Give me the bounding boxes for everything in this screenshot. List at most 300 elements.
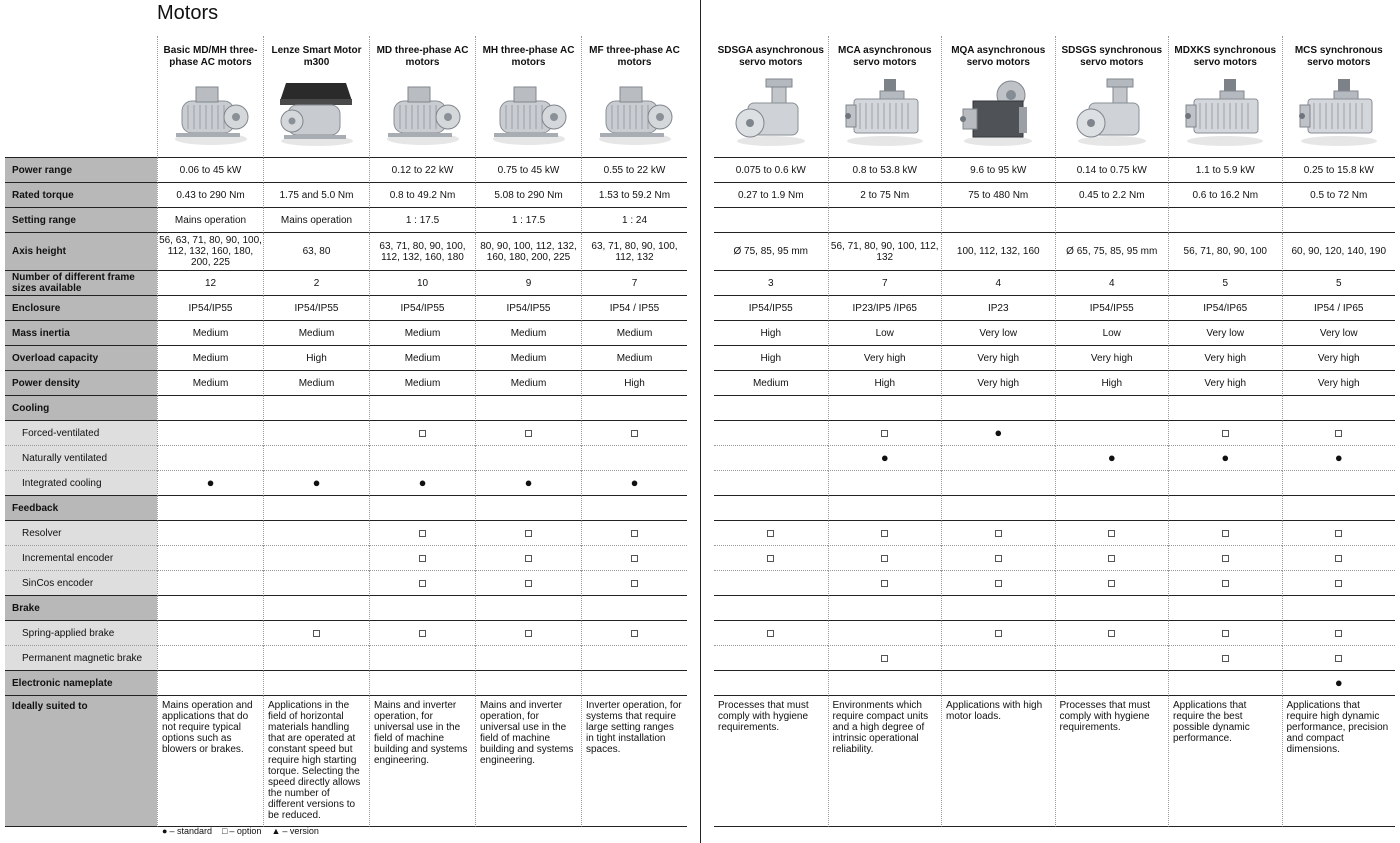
legend-option (222, 826, 261, 836)
table-cell (828, 571, 942, 596)
table-cell: IP23/IP5 /IP65 (828, 296, 942, 321)
table-cell (714, 421, 828, 446)
motor-photo (166, 75, 256, 149)
table-cell (475, 596, 581, 621)
motor-column-header (1055, 36, 1169, 158)
table-cell: 0.06 to 45 kW (157, 158, 263, 183)
table-cell: Very high (941, 371, 1055, 396)
table-cell: Applications that require high dynamic performance, precision and compact dimensions. (1282, 696, 1396, 827)
table-cell: Medium (475, 321, 581, 346)
table-cell (581, 546, 687, 571)
table-cell: 0.14 to 0.75 kW (1055, 158, 1169, 183)
option-box-icon (419, 630, 426, 637)
table-cell (157, 421, 263, 446)
table-cell (475, 546, 581, 571)
option-box-icon (1108, 530, 1115, 537)
motor-column-header (475, 36, 581, 158)
table-cell: IP54/IP55 (157, 296, 263, 321)
table-cell (581, 421, 687, 446)
option-box-icon (1222, 530, 1229, 537)
table-cell: 56, 71, 80, 90, 100, 112, 132 (828, 233, 942, 271)
table-cell (263, 158, 369, 183)
table-cell (1168, 646, 1282, 671)
table-cell: Very high (1168, 371, 1282, 396)
row-label: Rated torque (5, 183, 157, 208)
motor-name: MD three-phase AC motors (376, 45, 469, 68)
table-cell: Very high (1055, 346, 1169, 371)
option-box-icon (419, 555, 426, 562)
table-cell (941, 546, 1055, 571)
table-cell (581, 521, 687, 546)
table-cell: Mains and inverter operation, for universal use in the field of machine building and systems engineering. (369, 696, 475, 827)
option-box-icon (1335, 530, 1342, 537)
table-cell (263, 596, 369, 621)
table-cell (1055, 671, 1169, 696)
motor-photo (953, 75, 1043, 149)
row-label: Brake (5, 596, 157, 621)
table-cell: 7 (581, 271, 687, 296)
legend-version (271, 826, 318, 836)
table-cell: 1.1 to 5.9 kW (1168, 158, 1282, 183)
table-cell: Medium (263, 321, 369, 346)
table-cell (581, 671, 687, 696)
table-cell: High (263, 346, 369, 371)
table-cell (714, 546, 828, 571)
table-cell: IP54 / IP55 (581, 296, 687, 321)
table-cell: 80, 90, 100, 112, 132, 160, 180, 200, 225 (475, 233, 581, 271)
option-box-icon (881, 655, 888, 662)
table-cell: 0.27 to 1.9 Nm (714, 183, 828, 208)
option-box-icon (1222, 580, 1229, 587)
table-cell (1282, 446, 1396, 471)
table-cell (1055, 421, 1169, 446)
table-cell (941, 496, 1055, 521)
option-box-icon (995, 530, 1002, 537)
table-cell (828, 471, 942, 496)
table-cell (157, 496, 263, 521)
motor-name: MH three-phase AC motors (482, 45, 575, 68)
table-cell (369, 396, 475, 421)
table-cell (1168, 521, 1282, 546)
standard-dot-icon: ● (630, 475, 639, 490)
option-box-icon (419, 530, 426, 537)
table-corner (5, 36, 157, 158)
motor-photo (272, 75, 362, 149)
motor-name: SDSGA asynchronous servo motors (717, 45, 824, 68)
table-cell (714, 396, 828, 421)
table-cell (941, 396, 1055, 421)
motor-name: MCA asynchronous servo motors (837, 45, 932, 68)
row-label: Power density (5, 371, 157, 396)
table-cell (157, 646, 263, 671)
table-cell: Very high (828, 346, 942, 371)
table-cell (1282, 208, 1396, 233)
motor-column-header (1168, 36, 1282, 158)
table-cell (1282, 571, 1396, 596)
table-cell: 5.08 to 290 Nm (475, 183, 581, 208)
table-cell (941, 596, 1055, 621)
motor-name: SDSGS synchronous servo motors (1061, 45, 1163, 68)
option-box-icon (525, 580, 532, 587)
table-cell: IP54/IP55 (1055, 296, 1169, 321)
table-cell (714, 496, 828, 521)
table-cell: Mains operation and applications that do not require typical options such as blowers or brakes. (157, 696, 263, 827)
motor-photo (726, 75, 816, 149)
table-cell: High (714, 346, 828, 371)
table-cell: 1 : 17.5 (369, 208, 475, 233)
table-cell (828, 621, 942, 646)
table-cell: 5 (1168, 271, 1282, 296)
option-box-icon (525, 430, 532, 437)
table-cell (714, 596, 828, 621)
option-box-icon (525, 530, 532, 537)
row-label: Enclosure (5, 296, 157, 321)
table-cell (475, 496, 581, 521)
table-cell: Mains operation (157, 208, 263, 233)
table-cell: IP54/IP65 (1168, 296, 1282, 321)
table-cell (714, 446, 828, 471)
table-cell (714, 671, 828, 696)
motor-name: MF three-phase AC motors (589, 45, 680, 68)
table-cell (369, 496, 475, 521)
motor-photo (378, 75, 468, 149)
table-cell (369, 571, 475, 596)
table-cell (1055, 471, 1169, 496)
table-cell (1055, 546, 1169, 571)
option-box-icon (995, 555, 1002, 562)
motor-name: MDXKS synchronous servo motors (1174, 45, 1277, 68)
table-cell (941, 646, 1055, 671)
table-cell (714, 646, 828, 671)
table-cell (263, 421, 369, 446)
table-cell (1168, 546, 1282, 571)
motor-column-header (714, 36, 828, 158)
table-cell (1282, 671, 1396, 696)
table-cell: Medium (263, 371, 369, 396)
table-cell: Applications in the field of horizontal materials handling that are operated at constant speed but require high starting torque. Selecting the speed directly allows the number of different versions to be reduced. (263, 696, 369, 827)
right-comparison-table (714, 36, 1395, 827)
row-label: Number of different frame sizes available (5, 271, 157, 296)
table-cell (263, 471, 369, 496)
legend-standard (162, 826, 212, 836)
table-cell (714, 571, 828, 596)
table-cell: Ø 75, 85, 95 mm (714, 233, 828, 271)
table-cell (1168, 596, 1282, 621)
table-cell (581, 446, 687, 471)
table-cell: 0.55 to 22 kW (581, 158, 687, 183)
table-cell: Low (1055, 321, 1169, 346)
row-label: Resolver (5, 521, 157, 546)
table-cell: 63, 71, 80, 90, 100, 112, 132, 160, 180 (369, 233, 475, 271)
table-cell (1055, 621, 1169, 646)
table-cell (581, 471, 687, 496)
table-cell (1168, 208, 1282, 233)
table-cell (369, 521, 475, 546)
table-cell (475, 646, 581, 671)
table-cell: 9.6 to 95 kW (941, 158, 1055, 183)
table-cell (828, 671, 942, 696)
table-cell: 0.8 to 49.2 Nm (369, 183, 475, 208)
standard-dot-icon: ● (418, 475, 427, 490)
table-cell: 1 : 24 (581, 208, 687, 233)
option-box-icon (1335, 430, 1342, 437)
table-cell: Mains operation (263, 208, 369, 233)
table-cell (828, 421, 942, 446)
option-box-icon (767, 555, 774, 562)
motor-name: Lenze Smart Motor m300 (271, 45, 362, 68)
motor-photo (484, 75, 574, 149)
table-cell: 1 : 17.5 (475, 208, 581, 233)
table-cell (369, 421, 475, 446)
table-cell (157, 571, 263, 596)
row-label: Feedback (5, 496, 157, 521)
row-label: SinCos encoder (5, 571, 157, 596)
motor-column-header (157, 36, 263, 158)
table-cell: Medium (157, 371, 263, 396)
table-cell (475, 446, 581, 471)
table-cell: High (581, 371, 687, 396)
table-cell: Medium (581, 346, 687, 371)
motor-column-header (941, 36, 1055, 158)
option-box-icon (313, 630, 320, 637)
option-box-icon (1335, 555, 1342, 562)
option-box-icon (767, 530, 774, 537)
standard-dot-icon: ● (524, 475, 533, 490)
option-box-icon (631, 580, 638, 587)
table-cell: 2 to 75 Nm (828, 183, 942, 208)
row-label: Power range (5, 158, 157, 183)
table-cell: High (714, 321, 828, 346)
option-box-icon (1335, 630, 1342, 637)
table-cell (581, 396, 687, 421)
table-cell (475, 396, 581, 421)
table-cell (581, 496, 687, 521)
table-cell (1168, 496, 1282, 521)
table-cell: 0.12 to 22 kW (369, 158, 475, 183)
table-cell: Medium (714, 371, 828, 396)
option-box-icon (419, 580, 426, 587)
standard-dot-icon: ● (994, 425, 1003, 440)
row-label: Axis height (5, 233, 157, 271)
table-cell (157, 521, 263, 546)
table-cell: 100, 112, 132, 160 (941, 233, 1055, 271)
table-cell: Applications with high motor loads. (941, 696, 1055, 827)
table-cell: 0.8 to 53.8 kW (828, 158, 942, 183)
row-label: Overload capacity (5, 346, 157, 371)
table-cell (369, 671, 475, 696)
table-cell (828, 208, 942, 233)
standard-dot-icon: ● (1334, 450, 1343, 465)
table-cell: 3 (714, 271, 828, 296)
option-box-icon (767, 630, 774, 637)
table-cell (263, 571, 369, 596)
standard-dot-icon: ● (1221, 450, 1230, 465)
table-cell: Medium (369, 371, 475, 396)
table-cell: Very high (1168, 346, 1282, 371)
table-cell (1168, 396, 1282, 421)
table-cell (714, 621, 828, 646)
row-label: Mass inertia (5, 321, 157, 346)
motor-column-header (263, 36, 369, 158)
table-cell (263, 646, 369, 671)
table-cell: IP54/IP55 (475, 296, 581, 321)
option-box-icon (1222, 655, 1229, 662)
table-cell (1168, 421, 1282, 446)
table-cell: Very high (941, 346, 1055, 371)
table-cell: Very low (941, 321, 1055, 346)
table-cell (1282, 496, 1396, 521)
table-cell (1282, 471, 1396, 496)
table-cell (1282, 421, 1396, 446)
table-cell: 0.43 to 290 Nm (157, 183, 263, 208)
table-cell (941, 471, 1055, 496)
option-box-icon (995, 630, 1002, 637)
table-cell (1055, 571, 1169, 596)
option-box-icon (881, 530, 888, 537)
table-cell (263, 396, 369, 421)
table-cell (714, 471, 828, 496)
table-cell: 0.6 to 16.2 Nm (1168, 183, 1282, 208)
table-cell: 9 (475, 271, 581, 296)
option-box-icon (1335, 655, 1342, 662)
legend-version-symbol: ▲ (271, 826, 281, 836)
table-cell (475, 521, 581, 546)
table-cell: 60, 90, 120, 140, 190 (1282, 233, 1396, 271)
table-cell: 2 (263, 271, 369, 296)
table-cell: 0.75 to 45 kW (475, 158, 581, 183)
standard-dot-icon: ● (206, 475, 215, 490)
table-cell: Medium (157, 321, 263, 346)
table-cell (475, 671, 581, 696)
table-cell (941, 446, 1055, 471)
option-box-icon (995, 580, 1002, 587)
table-cell: 63, 71, 80, 90, 100, 112, 132 (581, 233, 687, 271)
table-cell (1168, 571, 1282, 596)
table-cell (714, 521, 828, 546)
motor-name: Basic MD/MH three-phase AC motors (163, 45, 258, 68)
table-cell: IP54/IP55 (714, 296, 828, 321)
row-label: Ideally suited to (5, 696, 157, 827)
table-cell: Medium (475, 346, 581, 371)
row-label: Permanent magnetic brake (5, 646, 157, 671)
table-cell: 0.25 to 15.8 kW (1282, 158, 1396, 183)
table-cell (369, 596, 475, 621)
motor-photo (840, 75, 930, 149)
table-cell: Mains and inverter operation, for universal use in the field of machine building and systems engineering. (475, 696, 581, 827)
table-cell (1282, 596, 1396, 621)
option-box-icon (1108, 580, 1115, 587)
table-cell (1282, 521, 1396, 546)
table-cell: 1.53 to 59.2 Nm (581, 183, 687, 208)
table-cell (475, 571, 581, 596)
motor-name: MQA asynchronous servo motors (951, 45, 1046, 68)
table-cell (941, 571, 1055, 596)
table-cell (1282, 646, 1396, 671)
table-cell: 0.075 to 0.6 kW (714, 158, 828, 183)
row-label: Naturally ventilated (5, 446, 157, 471)
table-cell: IP54 / IP65 (1282, 296, 1396, 321)
table-cell (263, 521, 369, 546)
option-box-icon (631, 530, 638, 537)
table-cell (941, 208, 1055, 233)
table-cell (157, 471, 263, 496)
table-cell: IP54/IP55 (263, 296, 369, 321)
motor-column-header (1282, 36, 1396, 158)
table-cell (941, 621, 1055, 646)
motor-photo (1180, 75, 1270, 149)
legend-standard-symbol: ● (162, 826, 168, 836)
table-cell: Very high (1282, 346, 1396, 371)
motor-name: MCS synchronous servo motors (1294, 45, 1383, 68)
table-cell (369, 546, 475, 571)
option-box-icon (631, 555, 638, 562)
option-box-icon (1222, 555, 1229, 562)
option-box-icon (1108, 630, 1115, 637)
table-cell (1168, 621, 1282, 646)
motor-column-header (581, 36, 687, 158)
page-spine-divider (700, 0, 701, 843)
option-box-icon (525, 630, 532, 637)
table-cell (369, 471, 475, 496)
table-cell (941, 671, 1055, 696)
table-cell: Low (828, 321, 942, 346)
table-cell (1055, 646, 1169, 671)
table-cell: 0.45 to 2.2 Nm (1055, 183, 1169, 208)
table-cell: 56, 63, 71, 80, 90, 100, 112, 132, 160, 180, 200, 225 (157, 233, 263, 271)
table-cell: 0.5 to 72 Nm (1282, 183, 1396, 208)
table-cell (1168, 471, 1282, 496)
table-cell (581, 571, 687, 596)
table-cell (1055, 208, 1169, 233)
table-cell: 4 (1055, 271, 1169, 296)
option-box-icon (881, 430, 888, 437)
standard-dot-icon: ● (312, 475, 321, 490)
motor-photo (1067, 75, 1157, 149)
row-label: Forced-ventilated (5, 421, 157, 446)
table-cell (1055, 496, 1169, 521)
legend-version-label: – version (282, 826, 319, 836)
table-cell (828, 546, 942, 571)
table-cell: 12 (157, 271, 263, 296)
table-cell: 5 (1282, 271, 1396, 296)
table-cell (369, 646, 475, 671)
table-cell (1282, 546, 1396, 571)
option-box-icon (881, 580, 888, 587)
table-cell: Medium (581, 321, 687, 346)
table-cell (263, 496, 369, 521)
table-cell (157, 621, 263, 646)
table-cell: 7 (828, 271, 942, 296)
table-cell (369, 621, 475, 646)
table-cell (369, 446, 475, 471)
legend-option-symbol: □ (221, 826, 228, 836)
row-label: Spring-applied brake (5, 621, 157, 646)
table-cell: Environments which require compact units and a high degree of intrinsic operational reliability. (828, 696, 942, 827)
table-cell (475, 421, 581, 446)
table-cell (581, 596, 687, 621)
option-box-icon (631, 630, 638, 637)
table-cell: High (828, 371, 942, 396)
table-cell (157, 596, 263, 621)
option-box-icon (419, 430, 426, 437)
table-cell: Medium (369, 321, 475, 346)
table-cell (157, 396, 263, 421)
table-cell: Very high (1282, 371, 1396, 396)
table-cell (1055, 446, 1169, 471)
table-cell: Medium (475, 371, 581, 396)
table-cell: Processes that must comply with hygiene requirements. (714, 696, 828, 827)
table-cell (828, 496, 942, 521)
